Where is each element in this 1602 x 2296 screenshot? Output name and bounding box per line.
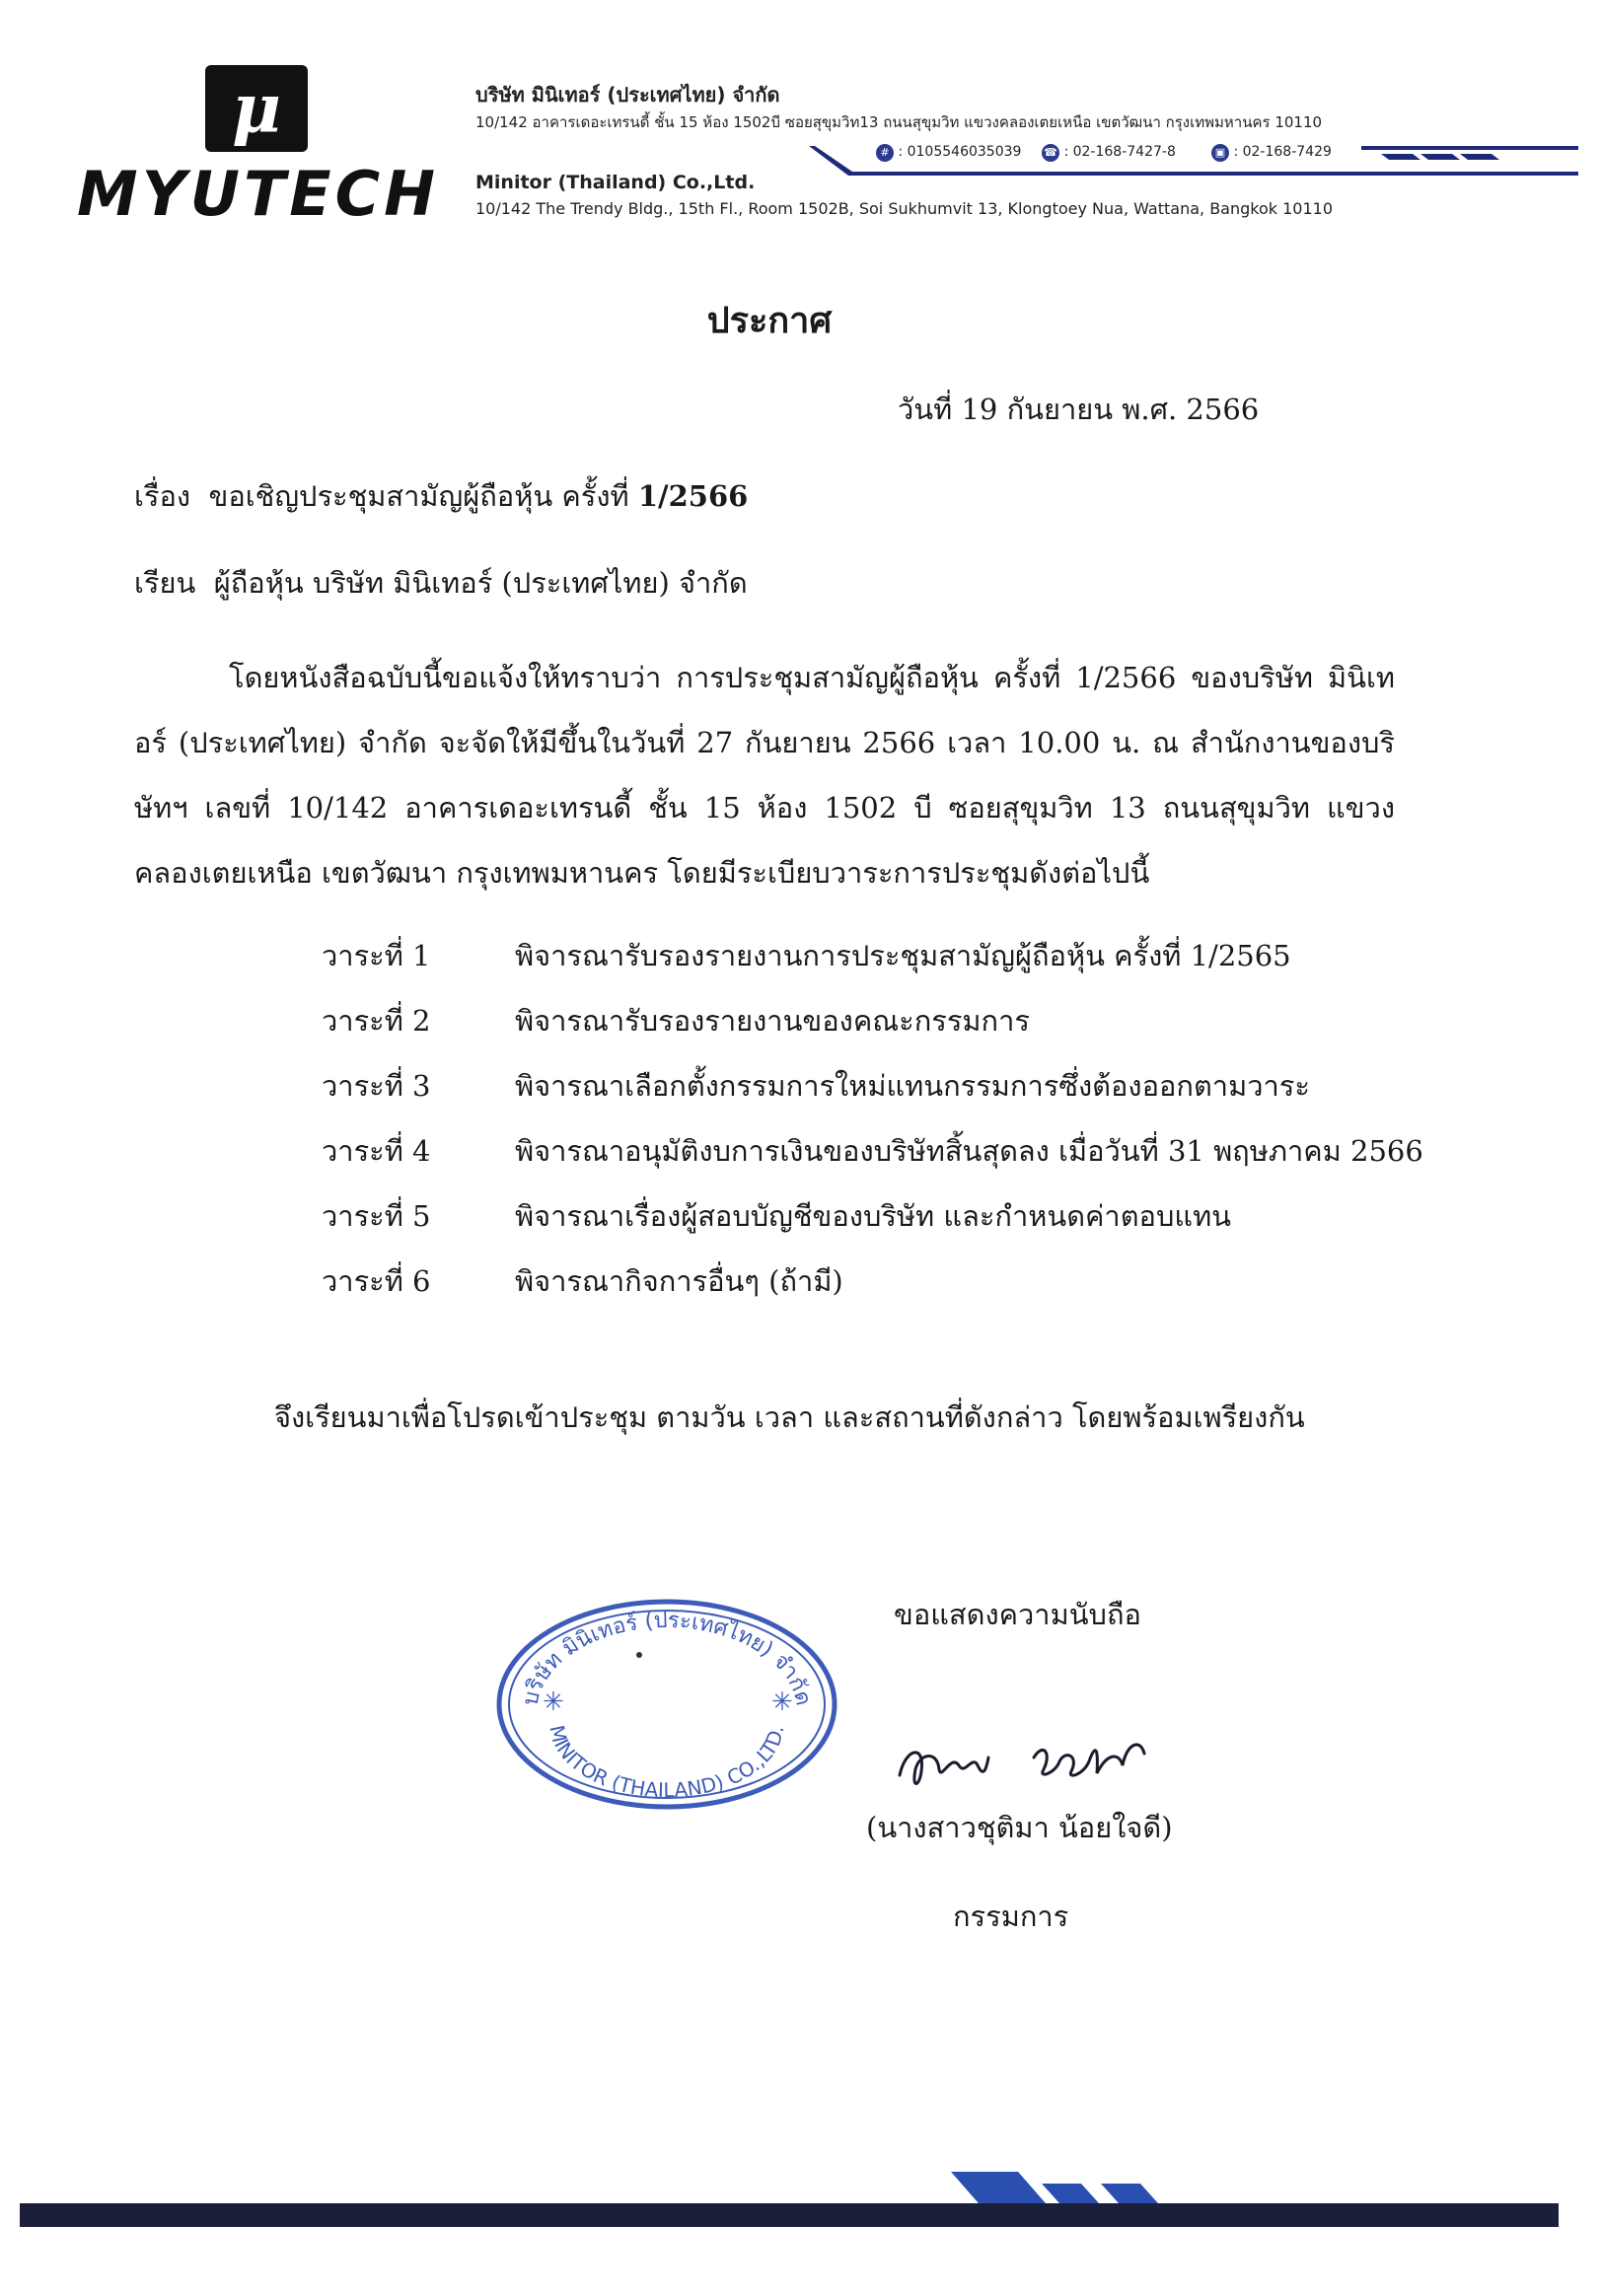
body-paragraph	[134, 645, 1395, 905]
company-name-th: บริษัท มินิเทอร์ (ประเทศไทย) จำกัด	[475, 83, 780, 107]
subject-line	[134, 473, 748, 519]
tax-id-value: : 0105546035039	[898, 144, 1022, 160]
agenda-label: วาระที่ 5	[322, 1199, 431, 1233]
company-logo-mark	[195, 61, 312, 156]
agenda-label: วาระที่ 6	[322, 1264, 431, 1298]
document-date: วันที่ 19 กันยายน พ.ศ. 2566	[898, 393, 1260, 426]
header-divider-lines	[809, 136, 1578, 185]
phone-icon: ☎	[1042, 144, 1059, 162]
recipient-line	[134, 560, 748, 606]
fax-value: : 02-168-7429	[1233, 144, 1332, 160]
subject-text: ขอเชิญประชุมสามัญผู้ถือหุ้น ครั้งที่	[208, 479, 638, 513]
agenda-text: พิจารณารับรองรายงานการประชุมสามัญผู้ถือหุ้น ครั้งที่ 1/2565	[515, 939, 1291, 972]
subject-number: 1/2566	[637, 479, 749, 513]
svg-text:μ: μ	[232, 70, 281, 149]
stamp-text-th: บริษัท มินิเทอร์ (ประเทศไทย) จำกัด	[518, 1608, 816, 1708]
recipient-label: เรียน	[134, 566, 196, 600]
agenda-label: วาระที่ 4	[322, 1134, 431, 1168]
body-paragraph-text: โดยหนังสือฉบับนี้ขอแจ้งให้ทราบว่า การประชุมสามัญผู้ถือหุ้น ครั้งที่ 1/2566 ของบริษัท มินิเทอร์ (ประเทศไทย) จำกัด จะจัดให้มีขึ้นในวันที่ 27 กันยายน 2566 เวลา 10.00 น. ณ สำนักงานของบริษัทฯ เลขที่ 10/142 อาคารเดอะเทรนดี้ ชั้น 15 ห้อง 1502 บี ซอยสุขุมวิท 13 ถนนสุขุมวิท แขวงคลองเตยเหนือ เขตวัฒนา กรุงเทพมหานคร โดยมีระเบียบวาระการประชุมดังต่อไปนี้	[134, 661, 1395, 890]
company-name-en: Minitor (Thailand) Co.,Ltd.	[475, 172, 756, 193]
agenda-label: วาระที่ 1	[322, 939, 431, 972]
company-address-en: 10/142 The Trendy Bldg., 15th Fl., Room 1502B, Soi Sukhumvit 13, Klongtoey Nua, Wattana, Bangkok 10110	[475, 199, 1333, 218]
phone-value: : 02-168-7427-8	[1063, 144, 1176, 160]
tax-id-icon: #	[876, 144, 894, 162]
agenda-label: วาระที่ 3	[322, 1069, 431, 1103]
closing-line: จึงเรียนมาเพื่อโปรดเข้าประชุม ตามวัน เวลา และสถานที่ดังกล่าว โดยพร้อมเพรียงกัน	[274, 1400, 1305, 1434]
signer-position: กรรมการ	[953, 1900, 1069, 1933]
svg-text:✳: ✳	[543, 1687, 564, 1717]
signer-name: (นางสาวชุติมา น้อยใจดี)	[866, 1811, 1173, 1844]
recipient-text: ผู้ถือหุ้น บริษัท มินิเทอร์ (ประเทศไทย) จำกัด	[213, 566, 748, 600]
fax-icon: ▣	[1211, 144, 1229, 162]
regards-line: ขอแสดงความนับถือ	[894, 1598, 1141, 1631]
agenda-text: พิจารณาอนุมัติงบการเงินของบริษัทสิ้นสุดลง เมื่อวันที่ 31 พฤษภาคม 2566	[515, 1134, 1423, 1168]
agenda-text: พิจารณากิจการอื่นๆ (ถ้ามี)	[515, 1264, 843, 1298]
company-address-th: 10/142 อาคารเดอะเทรนดี้ ชั้น 15 ห้อง 1502บี ซอยสุขุมวิท13 ถนนสุขุมวิท แขวงคลองเตยเหนือ เขตวัฒนา กรุงเทพมหานคร 10110	[475, 113, 1323, 131]
stamp-text-en: MINITOR (THAILAND) CO.,LTD.	[545, 1722, 789, 1803]
company-stamp	[493, 1596, 840, 1813]
document-title: ประกาศ	[706, 300, 833, 341]
agenda-label: วาระที่ 2	[322, 1004, 431, 1038]
agenda-text: พิจารณาเรื่องผู้สอบบัญชีของบริษัท และกำหนดค่าตอบแทน	[515, 1199, 1232, 1233]
subject-label: เรื่อง	[134, 479, 191, 513]
agenda-text: พิจารณารับรองรายงานของคณะกรรมการ	[515, 1004, 1030, 1038]
footer-bar	[20, 2170, 1582, 2229]
handwritten-signature	[886, 1714, 1172, 1803]
svg-text:✳: ✳	[771, 1687, 793, 1717]
company-logo-text: MYUTECH	[77, 158, 439, 230]
agenda-text: พิจารณาเลือกตั้งกรรมการใหม่แทนกรรมการซึ่งต้องออกตามวาระ	[515, 1069, 1310, 1103]
